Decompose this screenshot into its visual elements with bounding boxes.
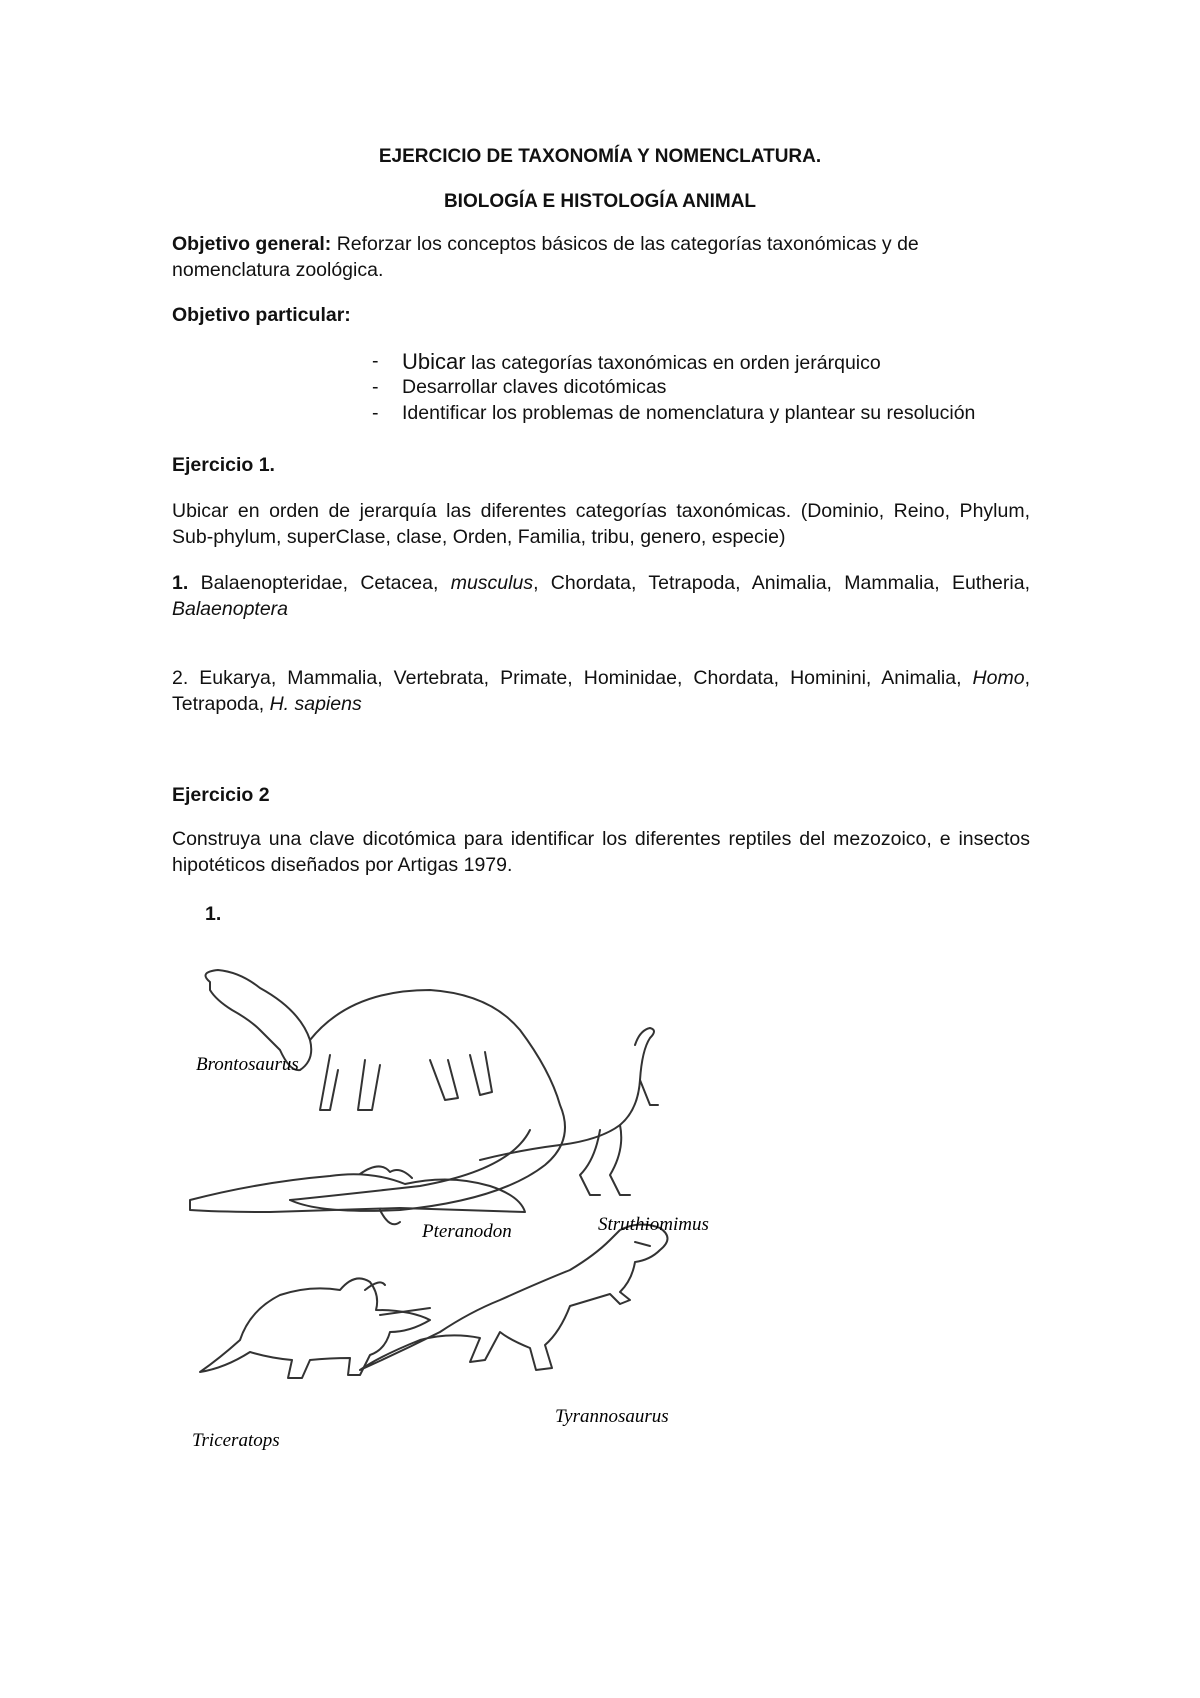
- objective-item: [372, 349, 1030, 376]
- bullet-dash: -: [372, 376, 379, 398]
- triceratops-label: Triceratops: [192, 1430, 280, 1451]
- general-objective-text-line2: nomenclatura zoológica.: [172, 259, 384, 281]
- pteranodon-drawing: [190, 1166, 525, 1224]
- exercise1-list1: 1. Balaenopteridae, Cetacea, musculus, Chordata, Tetrapoda, Animalia, Mammalia, Eutheria, Balaenoptera: [172, 572, 1030, 620]
- general-objective: [172, 231, 1030, 283]
- bullet-dash: -: [372, 350, 379, 372]
- objective-item: [372, 401, 1030, 426]
- particular-objective-label: Objetivo particular:: [172, 304, 351, 326]
- struthiomimus-label: Struthiomimus: [598, 1214, 709, 1235]
- document-title: EJERCICIO DE TAXONOMÍA Y NOMENCLATURA.: [378, 146, 822, 167]
- general-objective-text-line1: Reforzar los conceptos básicos de las categorías taxonómicas y de: [331, 233, 919, 255]
- objective-text: Desarrollar claves dicotómicas: [402, 376, 667, 398]
- bullet-dash: -: [372, 402, 379, 424]
- exercise1-heading: Ejercicio 1.: [172, 454, 275, 476]
- exercise2-instructions: Construya una clave dicotómica para identificar los diferentes reptiles del mezozoico, e insectos hipotéticos diseñados por Artigas 1979.: [172, 828, 1030, 876]
- brontosaurus-drawing: [206, 970, 566, 1211]
- tyrannosaurus-label: Tyrannosaurus: [555, 1406, 669, 1427]
- exercise1-instructions: Ubicar en orden de jerarquía las diferentes categorías taxonómicas. (Dominio, Reino, Phylum, Sub-phylum, superClase, clase, Orden, Familia, tribu, genero, especie): [172, 500, 1030, 548]
- brontosaurus-label: Brontosaurus: [196, 1054, 299, 1075]
- list2-number: 2.: [172, 667, 189, 689]
- list1-number: 1.: [172, 572, 189, 594]
- objective-lead-word: Ubicar: [402, 349, 466, 374]
- general-objective-label: Objetivo general:: [172, 233, 332, 255]
- exercise2-item-number: 1.: [205, 903, 222, 925]
- struthiomimus-drawing: [480, 1028, 658, 1195]
- triceratops-drawing: [200, 1278, 430, 1378]
- dinosaur-illustration: [180, 960, 740, 1480]
- objective-text: las categorías taxonómicas en orden jerárquico: [465, 352, 881, 374]
- objective-item: [372, 375, 1030, 400]
- objective-text: Identificar los problemas de nomenclatura y plantear su resolución: [402, 402, 976, 424]
- exercise1-list2: 2. Eukarya, Mammalia, Vertebrata, Primate, Hominidae, Chordata, Hominini, Animalia, Homo, Tetrapoda, H. sapiens: [172, 667, 1030, 715]
- tyrannosaurus-drawing: [360, 1224, 668, 1370]
- pteranodon-label: Pteranodon: [422, 1221, 512, 1242]
- exercise2-heading: Ejercicio 2: [172, 784, 270, 806]
- document-subtitle: BIOLOGÍA E HISTOLOGÍA ANIMAL: [443, 191, 757, 212]
